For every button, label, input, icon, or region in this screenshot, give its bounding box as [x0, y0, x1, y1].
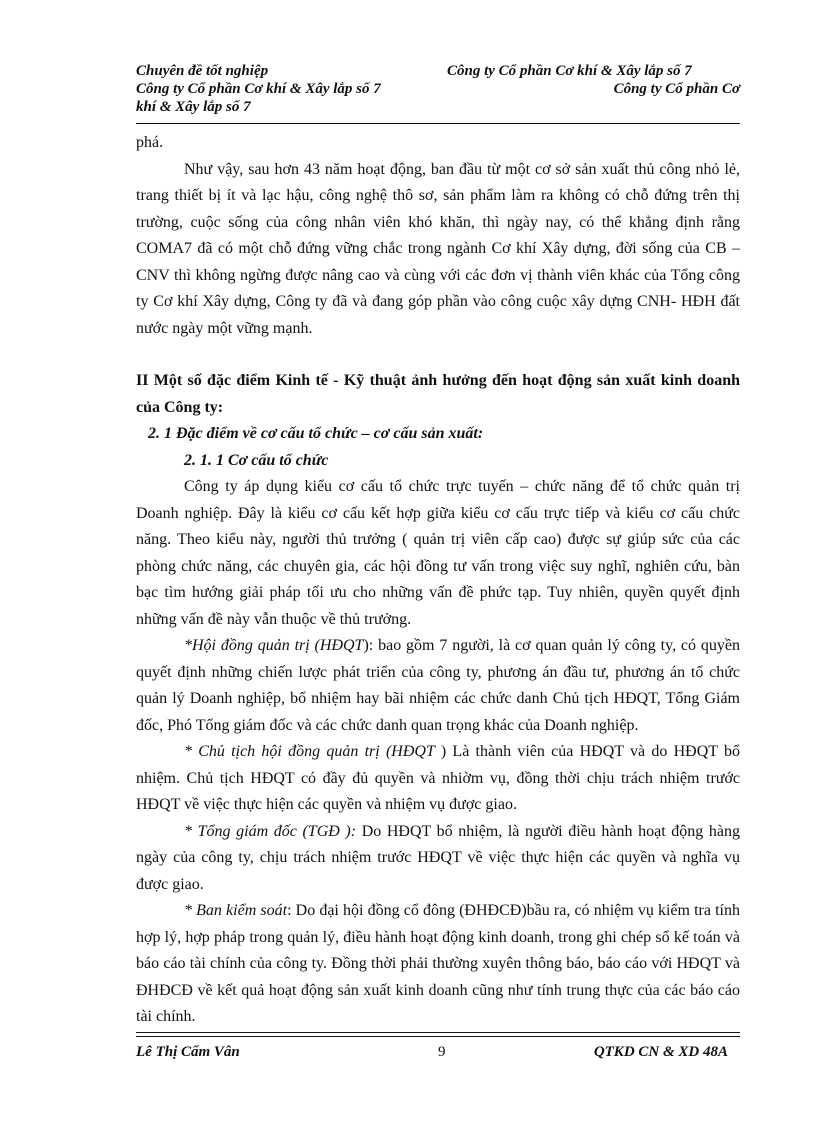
term-chairman: * Chủ tịch hội đồng quản trị (HĐQT [184, 743, 441, 760]
paragraph-org-structure: Công ty áp dụng kiểu cơ cấu tổ chức trực tuyến – chức năng để tổ chức quản trị Doanh nghiệp. Đây là kiểu cơ cấu kết hợp giữa kiểu cơ cấu trực tiếp và kiểu cơ cấu chức năng. Theo kiểu này, người thủ trưởng ( quản trị viên cấp cao) được sự giúp sức của các phòng chức năng, các chuyên gia, các hội đồng tư vấn trong việc suy nghĩ, nghiên cứu, bàn bạc tìm hướng giải pháp tối ưu cho những vấn đề phức tạp. Tuy nhiên, quyền quyết định những vấn đề này vẫn thuộc về thủ trưởng. [136, 478, 740, 628]
section-heading-ii: II Một số đặc điểm Kinh tế - Kỹ thuật ảnh hưởng đến hoạt động sản xuất kinh doanh của Công ty: [136, 372, 740, 416]
term-board: *Hội đồng quản trị (HĐQT [184, 637, 364, 654]
paragraph-supervisory-board [136, 898, 740, 1031]
page-number: 9 [438, 1044, 446, 1060]
paragraph-history-summary: Như vậy, sau hơn 43 năm hoạt động, ban đầu từ một cơ sở sản xuất thủ công nhỏ lẻ, trang thiết bị ít và lạc hậu, công nghệ thô sơ, sản phẩm làm ra không có chỗ đứng trên thị trường, cuộc sống của công nhân viên khó khăn, thì ngày nay, có thể khẳng định rằng COMA7 đã có một chỗ đứng vững chắc trong ngành Cơ khí Xây dựng, đời sống của CB – CNV thì không ngừng được nâng cao và cùng với các đơn vị thành viên khác của Tổng công ty Cơ khí Xây dựng, Công ty đã và đang góp phần vào công cuộc xây dựng CNH- HĐH đất nước ngày một vững mạnh. [136, 160, 740, 337]
footer-class: QTKD CN & XD 48A [593, 1044, 728, 1060]
document-body [136, 130, 740, 1031]
paragraph-chairman-text: ) Là thành viên của HĐQT và do HĐQT bổ nhiệm. Chủ tịch HĐQT có đầy đủ quyền và nhiờm vụ, đồng thời chịu trách nhiệm trước HĐQT về việc thực hiện các quyền và nhiệm vụ được giao. [136, 743, 741, 813]
subsection-heading-2-1: 2. 1 Đặc điểm về cơ cấu tổ chức – cơ cấu sản xuất: [148, 425, 484, 442]
header-thesis-title: Chuyên đề tốt nghiệp [136, 63, 269, 79]
paragraph-supervisory-board-text: : Do đại hội đồng cổ đông (ĐHĐCĐ)bầu ra, có nhiệm vụ kiểm tra tính hợp lý, hợp pháp trong quản lý, điều hành hoạt động kinh doanh, trong ghi chép sổ kế toán và báo cáo tài chính của công ty. Đồng thời phải thường xuyên thông báo, báo cáo với HĐQT và ĐHĐCĐ về kết quả hoạt động sản xuất kinh doanh cũng như tính trung thực của các báo cáo tài chính. [136, 902, 740, 1025]
paragraph-continuation: phá. [136, 134, 164, 151]
page-header [136, 62, 740, 116]
header-company-repeat-right: Công ty Cổ phần Cơ [613, 81, 740, 97]
term-supervisory-board: * Ban kiểm soát [184, 902, 288, 919]
footer-rule-thin [136, 1036, 740, 1037]
header-company-repeat-wrap: khí & Xây lắp số 7 [136, 99, 251, 115]
footer-author: Lê Thị Cẩm Vân [136, 1044, 240, 1060]
paragraph-board [136, 633, 740, 739]
paragraph-general-director [136, 819, 740, 899]
term-general-director: * Tổng giám đốc (TGĐ ): [184, 822, 357, 840]
paragraph-general-director-text: Do HĐQT bổ nhiệm, là người điều hành hoạt động hàng ngày của công ty, chịu trách nhiệm trước HĐQT về việc thực hiện các quyền và nghĩa vụ được giao. [136, 822, 740, 893]
footer-rule-thick [136, 1032, 740, 1033]
paragraph-gap [136, 342, 740, 368]
subsection-heading-2-1-1: 2. 1. 1 Cơ cấu tổ chức [184, 451, 329, 469]
paragraph-chairman [136, 739, 740, 819]
header-company-repeat: Công ty Cổ phần Cơ khí & Xây lắp số 7 [136, 81, 381, 97]
paragraph-board-text: ): bao gồm 7 người, là cơ quan quản lý công ty, có quyền quyết định những chiến lược phát triển của công ty, phương án đầu tư, phương án tổ chức quản lý Doanh nghiệp, bổ nhiệm hay bãi nhiệm các chức danh Chủ tịch HĐQT, Tổng Giám đốc, Phó Tổng giám đốc và các chức danh quan trọng khác của Doanh nghiệp. [136, 637, 740, 734]
header-rule [136, 123, 740, 124]
page-footer [136, 1042, 740, 1062]
header-company-name: Công ty Cổ phần Cơ khí & Xây lắp số 7 [447, 63, 692, 79]
